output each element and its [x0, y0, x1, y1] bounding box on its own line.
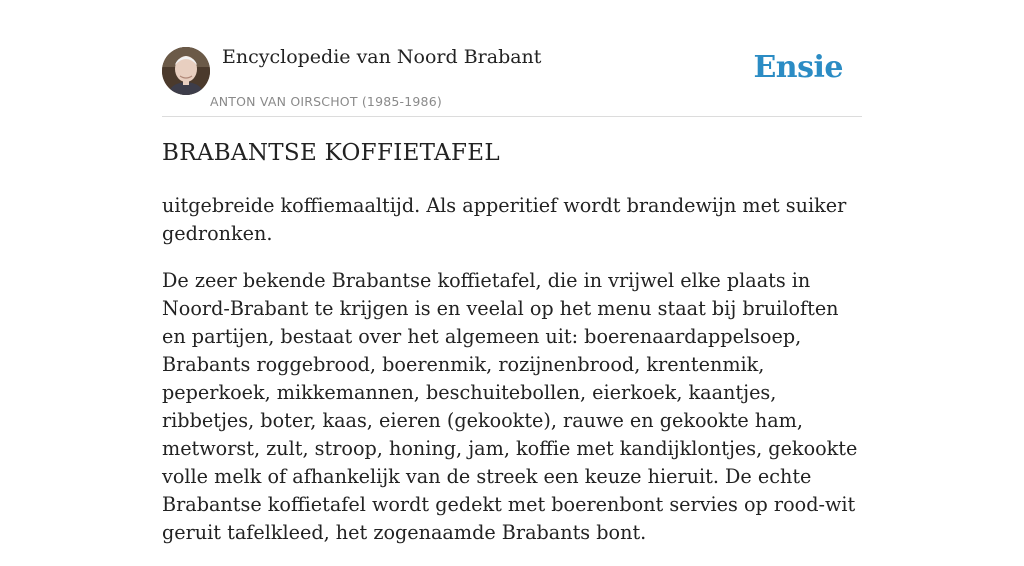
ensie-logo[interactable]: Ensie — [753, 50, 843, 85]
article-page — [162, 0, 862, 544]
entry-body — [162, 192, 862, 566]
author-avatar[interactable] — [162, 47, 210, 95]
entry-title: BRABANTSE KOFFIETAFEL — [162, 140, 500, 166]
entry-paragraph: uitgebreide koffiemaaltijd. Als apperitief wordt brandewijn met suiker gedronken. — [162, 194, 847, 245]
source-header — [162, 0, 862, 117]
source-title[interactable]: Encyclopedie van Noord Brabant — [222, 46, 542, 68]
entry-paragraph: De zeer bekende Brabantse koffietafel, die in vrijwel elke plaats in Noord-Brabant te krijgen is en veelal op het menu staat bij bruiloften en partijen, bestaat over het algemeen uit: boerenaardappelsoep, Brabants roggebrood, boerenmik, rozijnenbrood, krentenmik, peperkoek, mikkemannen, beschuitebollen, eierkoek, kaantjes, ribbetjes, boter, kaas, eieren (gekookte), rauwe en gekookte ham, metworst, zult, stroop, honing, jam, koffie met kandijklontjes, gekookte volle melk of afhankelijk van de streek een keuze hieruit. De echte Brabantse koffietafel wordt gedekt met boerenbont servies op rood-wit geruit tafelkleed, het zogenaamde Brabants bont. — [162, 269, 858, 544]
portrait-icon — [162, 47, 210, 95]
author-label[interactable]: ANTON VAN OIRSCHOT (1985-1986) — [210, 94, 442, 109]
